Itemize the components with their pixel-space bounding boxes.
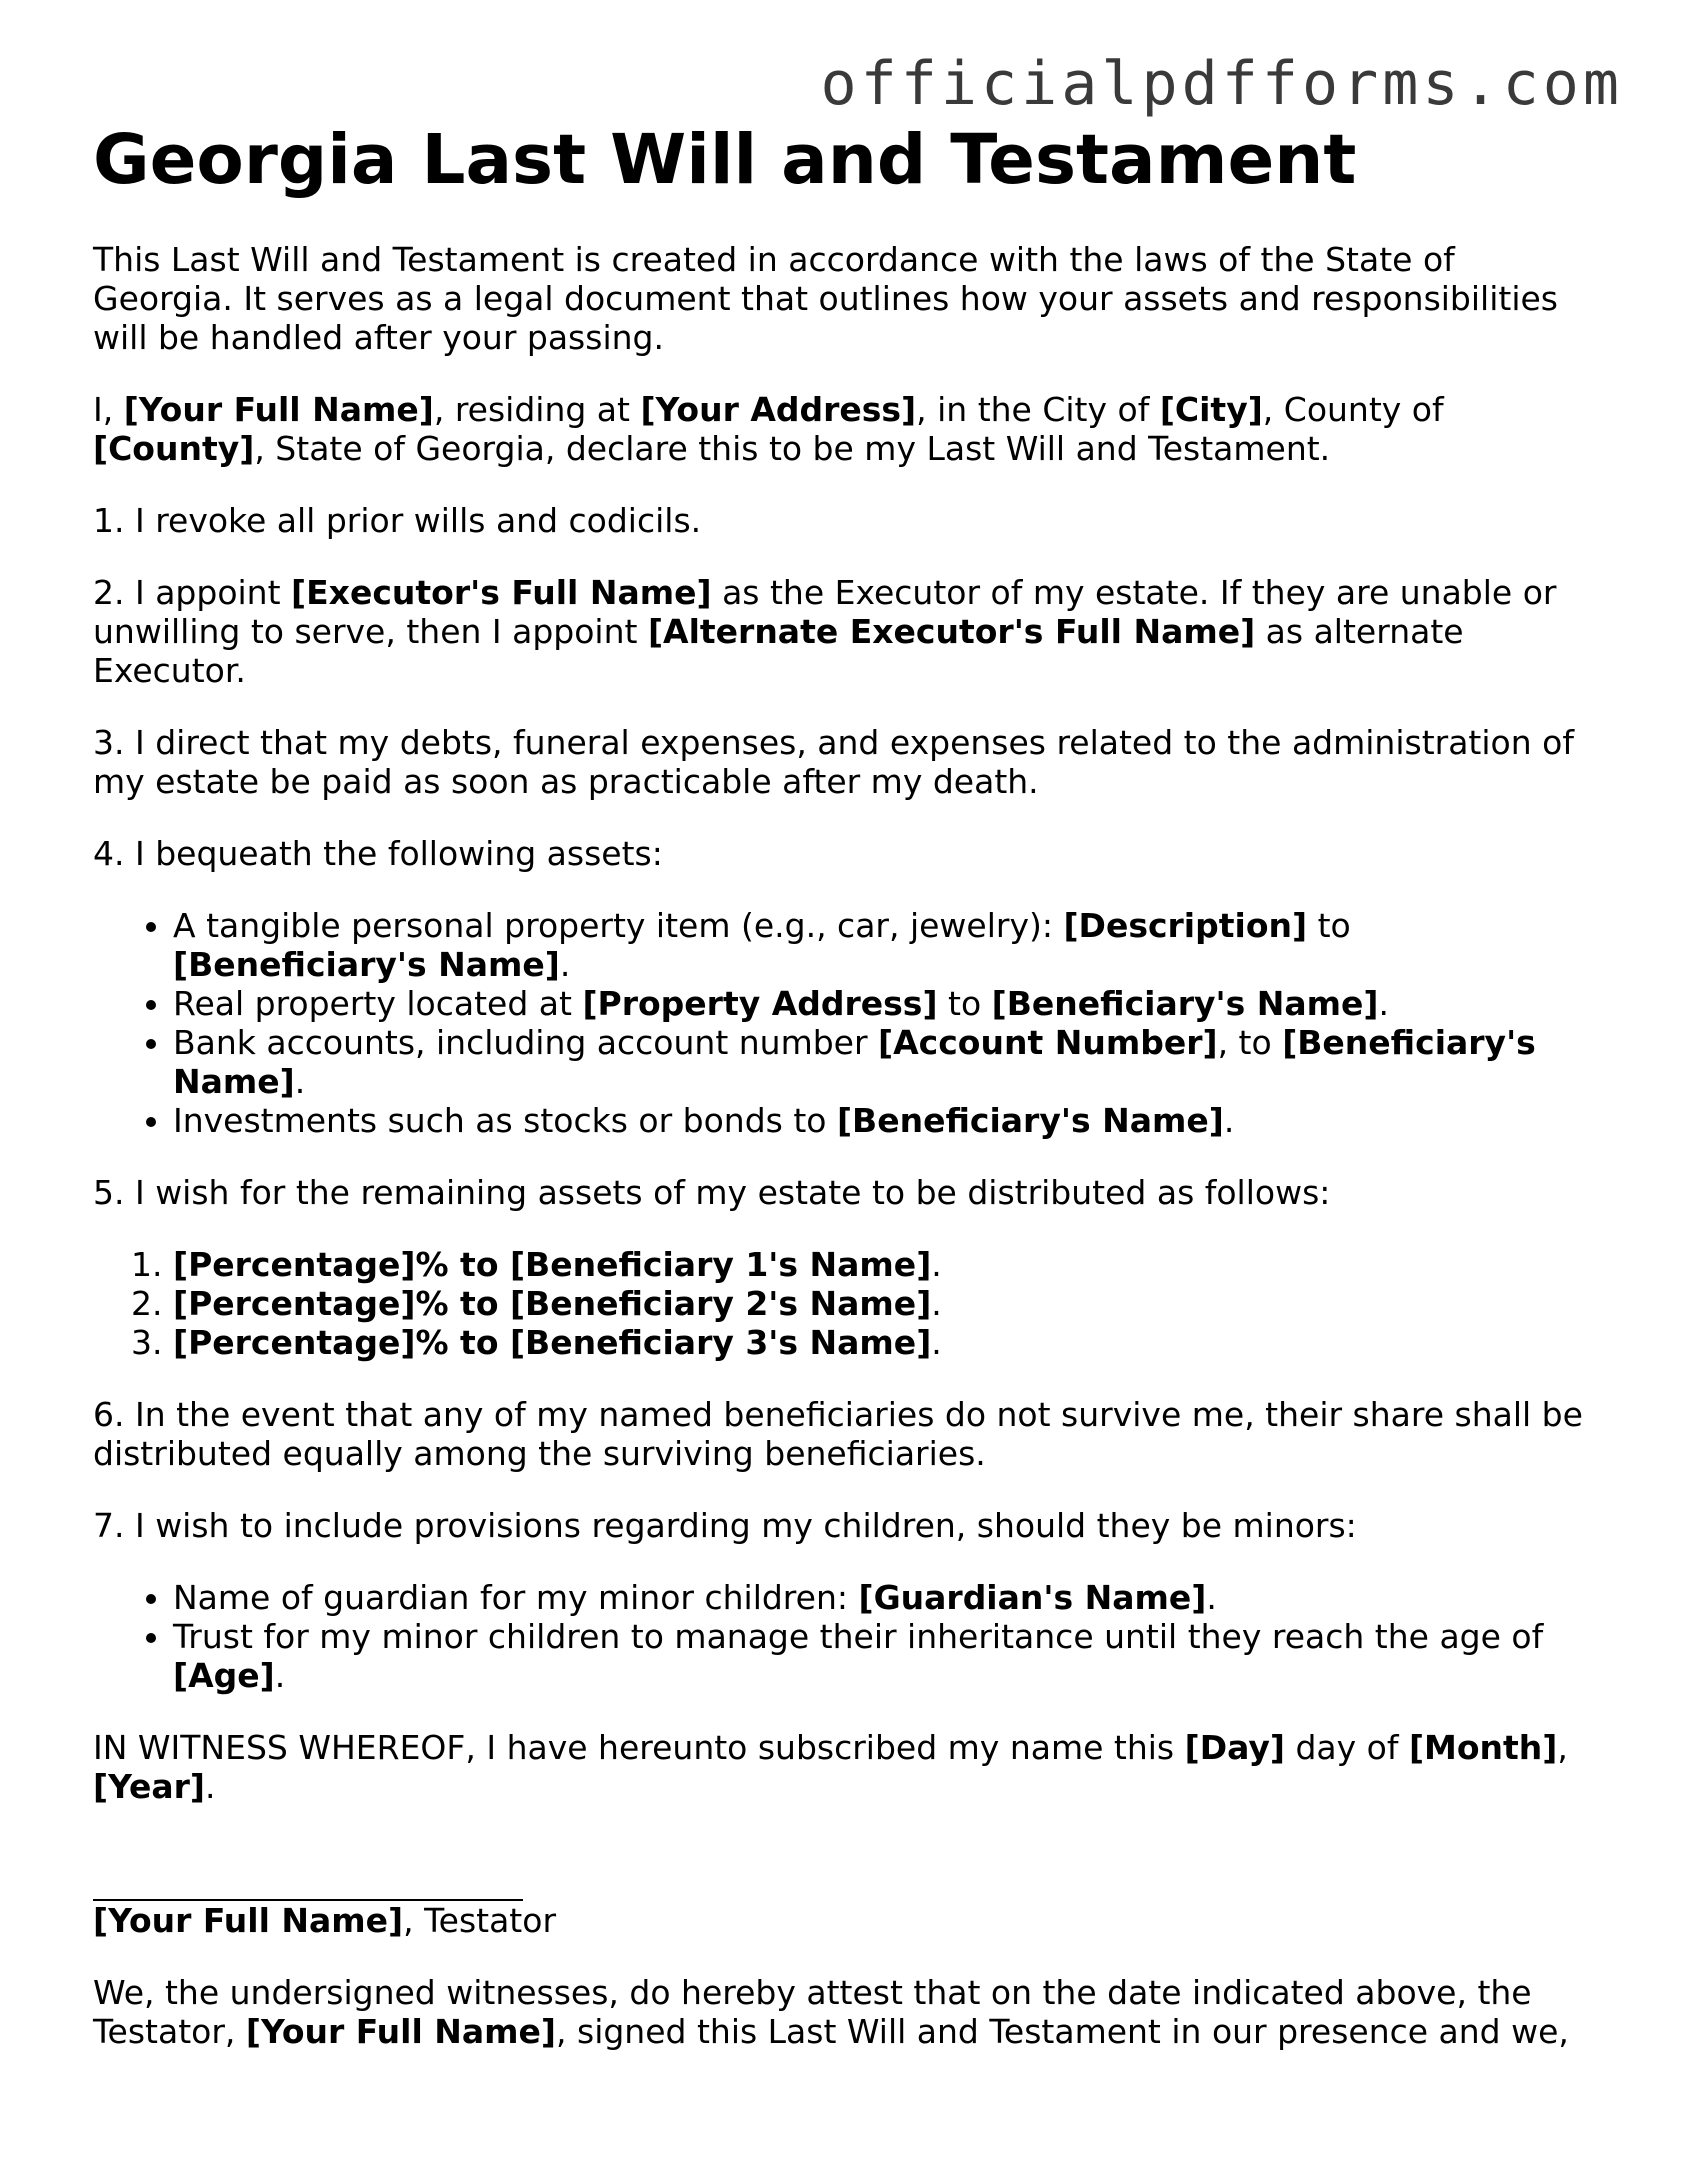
- clause-6: 6. In the event that any of my named beneficiaries do not survive me, their share shall be distributed equally among the surviving beneficiaries.: [93, 1395, 1583, 1473]
- children-provisions-list: [93, 1578, 1593, 1695]
- text: as alternate Executor.: [93, 612, 1464, 690]
- text: .: [294, 1062, 306, 1101]
- placeholder-month: [Month]: [1408, 1728, 1558, 1767]
- text: .: [274, 1656, 286, 1695]
- text: , State of Georgia, declare this to be my Last Will and Testament.: [254, 429, 1331, 468]
- text: 2. I appoint: [93, 573, 292, 612]
- clause-5-heading: 5. I wish for the remaining assets of my estate to be distributed as follows:: [93, 1173, 1331, 1212]
- placeholder-share-1: [Percentage]% to [Beneficiary 1's Name]: [173, 1245, 932, 1284]
- text: ,: [1557, 1728, 1568, 1767]
- clause-1: 1. I revoke all prior wills and codicils.: [93, 501, 702, 540]
- attestation-paragraph: [93, 1973, 1593, 2051]
- text: to: [937, 984, 992, 1023]
- text: day of: [1284, 1728, 1409, 1767]
- placeholder-account-number: [Account Number]: [878, 1023, 1218, 1062]
- clause-7-heading: 7. I wish to include provisions regarding my children, should they be minors:: [93, 1506, 1357, 1545]
- placeholder-beneficiary: [Beneficiary's Name]: [173, 1023, 1536, 1101]
- placeholder-beneficiary: [Beneficiary's Name]: [991, 984, 1379, 1023]
- text: .: [1378, 984, 1389, 1023]
- placeholder-alternate-executor: [Alternate Executor's Full Name]: [647, 612, 1256, 651]
- text: , in the City of: [916, 390, 1160, 429]
- placeholder-city: [City]: [1159, 390, 1263, 429]
- list-item: [173, 1323, 1593, 1362]
- text: , County of: [1262, 390, 1444, 429]
- placeholder-full-name: [Your Full Name]: [245, 2012, 557, 2051]
- list-item: [173, 1245, 1593, 1284]
- list-item: [173, 1101, 1593, 1140]
- clause-3: 3. I direct that my debts, funeral expenses, and expenses related to the administration of my estate be paid as soon as practicable after my death.: [93, 723, 1574, 801]
- placeholder-executor: [Executor's Full Name]: [291, 573, 712, 612]
- text: as the Executor of my estate. If they are unable or unwilling to serve, then I appoint: [93, 573, 1557, 651]
- placeholder-full-name: [Your Full Name]: [93, 1901, 404, 1940]
- text: .: [931, 1323, 942, 1362]
- text: to: [1307, 906, 1351, 945]
- text: Name of guardian for my minor children:: [173, 1578, 859, 1617]
- intro-paragraph: This Last Will and Testament is created in accordance with the laws of the State of Georgia. It serves as a legal document that outlines how your assets and responsibilities will be handled after your passing.: [93, 240, 1558, 357]
- placeholder-beneficiary: [Beneficiary's Name]: [173, 945, 560, 984]
- text: Investments such as stocks or bonds to: [173, 1101, 837, 1140]
- clause-2: [93, 573, 1593, 690]
- bequest-list: [93, 906, 1593, 1140]
- text: A tangible personal property item (e.g., car, jewelry):: [173, 906, 1064, 945]
- placeholder-county: [County]: [93, 429, 255, 468]
- document-title: Georgia Last Will and Testament: [93, 120, 1357, 200]
- list-item: [173, 1617, 1593, 1695]
- list-item: [173, 1284, 1593, 1323]
- placeholder-share-3: [Percentage]% to [Beneficiary 3's Name]: [173, 1323, 932, 1362]
- list-item: [173, 1023, 1593, 1101]
- placeholder-year: [Year]: [93, 1767, 205, 1806]
- list-item: [173, 906, 1593, 984]
- placeholder-property-address: [Property Address]: [582, 984, 938, 1023]
- text: .: [1206, 1578, 1217, 1617]
- text: .: [559, 945, 571, 984]
- placeholder-day: [Day]: [1184, 1728, 1285, 1767]
- list-item: [173, 1578, 1593, 1617]
- signature-line: [93, 1839, 523, 1901]
- placeholder-address: [Your Address]: [640, 390, 917, 429]
- text: .: [931, 1284, 942, 1323]
- text: Real property located at: [173, 984, 583, 1023]
- witness-whereof: [93, 1728, 1593, 1806]
- text: Trust for my minor children to manage their inheritance until they reach the age of: [173, 1617, 1544, 1656]
- distribution-list: [93, 1245, 1593, 1362]
- placeholder-guardian: [Guardian's Name]: [858, 1578, 1207, 1617]
- list-item: [173, 984, 1593, 1023]
- text: .: [204, 1767, 216, 1806]
- text: .: [931, 1245, 942, 1284]
- signature-caption: [93, 1901, 1593, 1940]
- placeholder-full-name: [Your Full Name]: [123, 390, 434, 429]
- text: , signed this Last Will and Testament in our presence and we,: [556, 2012, 1569, 2051]
- text: Bank accounts, including account number: [173, 1023, 879, 1062]
- text: , to: [1217, 1023, 1283, 1062]
- text: I,: [93, 390, 124, 429]
- text: .: [1223, 1101, 1235, 1140]
- placeholder-share-2: [Percentage]% to [Beneficiary 2's Name]: [173, 1284, 932, 1323]
- text: We, the undersigned witnesses, do hereby attest that on the date indicated above, the Testator,: [93, 1973, 1532, 2051]
- document-page: [93, 120, 1593, 2084]
- placeholder-age: [Age]: [173, 1656, 275, 1695]
- text: , residing at: [433, 390, 641, 429]
- text: , Testator: [403, 1901, 557, 1940]
- placeholder-description: [Description]: [1063, 906, 1308, 945]
- text: IN WITNESS WHEREOF, I have hereunto subscribed my name this: [93, 1728, 1185, 1767]
- declaration-paragraph: [93, 390, 1593, 468]
- watermark: officialpdfforms.com: [820, 49, 1623, 119]
- clause-4-heading: 4. I bequeath the following assets:: [93, 834, 663, 873]
- placeholder-beneficiary: [Beneficiary's Name]: [836, 1101, 1224, 1140]
